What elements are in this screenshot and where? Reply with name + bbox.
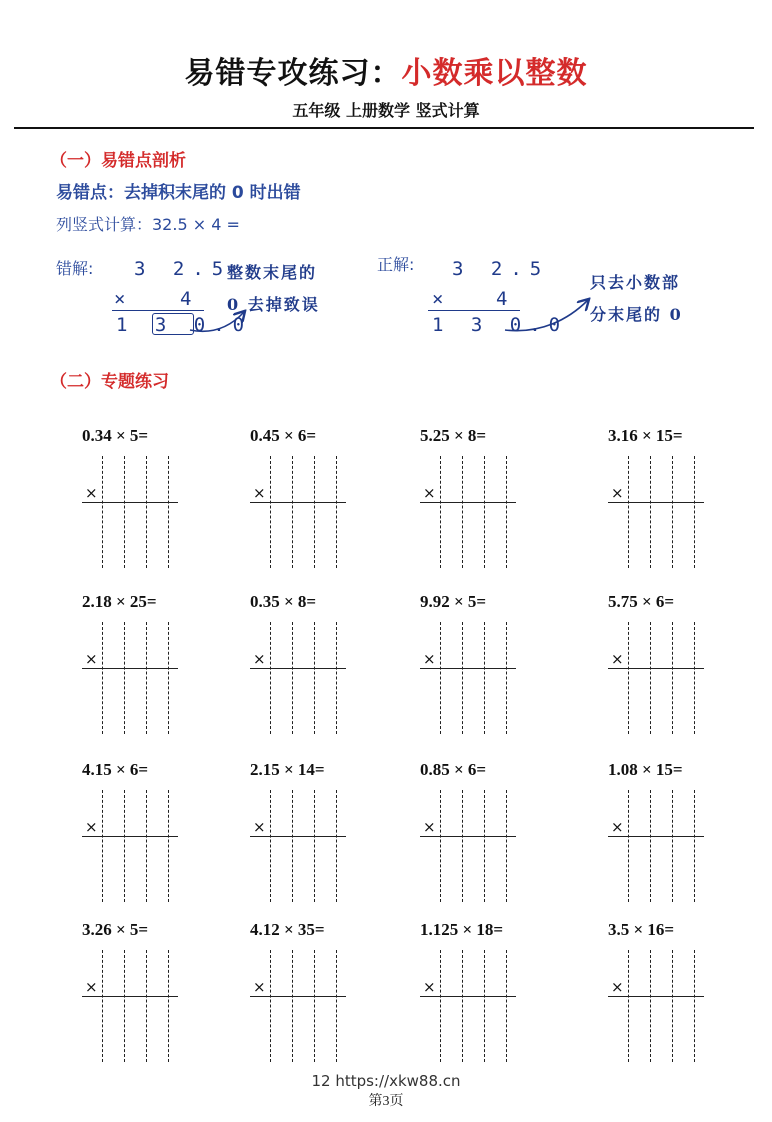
digit-column-guide	[462, 790, 463, 902]
answer-line	[608, 668, 704, 669]
multiply-sign: ×	[611, 650, 624, 668]
digit-column-guide	[506, 790, 507, 902]
digit-column-guide	[484, 790, 485, 902]
digit-column-guide	[628, 456, 629, 568]
problem-label: 4.12 × 35=	[250, 920, 325, 939]
digit-column-guide	[168, 622, 169, 734]
multiply-sign: ×	[423, 484, 436, 502]
instruction: 列竖式计算：32.5 × 4 =	[56, 215, 240, 234]
problem-label: 3.16 × 15=	[608, 426, 683, 445]
digit-column-guide	[440, 950, 441, 1062]
right-result: 1 3 0.0	[432, 314, 569, 336]
digit-column-guide	[672, 790, 673, 902]
digit-column-guide	[270, 622, 271, 734]
answer-line	[82, 996, 178, 997]
digit-column-guide	[484, 456, 485, 568]
right-sign: ×	[432, 288, 452, 310]
digit-column-guide	[292, 950, 293, 1062]
digit-column-guide	[628, 622, 629, 734]
wrong-label: 错解:	[56, 259, 94, 278]
digit-column-guide	[270, 950, 271, 1062]
multiply-sign: ×	[423, 978, 436, 996]
wrong-note2: 0 去掉致误	[227, 295, 320, 314]
multiply-sign: ×	[85, 978, 98, 996]
answer-line	[608, 996, 704, 997]
digit-column-guide	[484, 950, 485, 1062]
section2-heading: （二）专题练习	[50, 372, 169, 392]
digit-column-guide	[168, 456, 169, 568]
answer-line	[608, 836, 704, 837]
digit-column-guide	[440, 790, 441, 902]
digit-column-guide	[124, 622, 125, 734]
answer-line	[250, 836, 346, 837]
multiply-sign: ×	[253, 650, 266, 668]
right-row2: 4	[496, 288, 516, 310]
wrong-sign: ×	[114, 288, 134, 310]
digit-column-guide	[336, 622, 337, 734]
digit-column-guide	[440, 622, 441, 734]
digit-column-guide	[314, 456, 315, 568]
wrong-result: 1 3 0.0	[116, 314, 253, 336]
problem-label: 2.15 × 14=	[250, 760, 325, 779]
title-part1: 易错专攻练习：	[184, 56, 402, 91]
multiply-sign: ×	[423, 650, 436, 668]
digit-column-guide	[440, 456, 441, 568]
digit-column-guide	[462, 456, 463, 568]
problem-label: 5.25 × 8=	[420, 426, 487, 445]
answer-line	[420, 996, 516, 997]
problem-label: 1.125 × 18=	[420, 920, 504, 939]
right-note1: 只去小数部	[590, 273, 681, 292]
digit-column-guide	[146, 456, 147, 568]
digit-column-guide	[462, 622, 463, 734]
digit-column-guide	[146, 790, 147, 902]
digit-column-guide	[146, 950, 147, 1062]
problem-label: 1.08 × 15=	[608, 760, 683, 779]
multiply-sign: ×	[253, 978, 266, 996]
problem-label: 0.34 × 5=	[82, 426, 149, 445]
right-arrow	[505, 300, 588, 331]
digit-column-guide	[628, 950, 629, 1062]
digit-column-guide	[270, 790, 271, 902]
answer-line	[250, 996, 346, 997]
digit-column-guide	[102, 456, 103, 568]
digit-column-guide	[270, 456, 271, 568]
footer-text: 12 https://xkw88.cn	[311, 1072, 461, 1090]
digit-column-guide	[102, 950, 103, 1062]
multiply-sign: ×	[611, 484, 624, 502]
problem-label: 0.35 × 8=	[250, 592, 317, 611]
multiply-sign: ×	[611, 978, 624, 996]
digit-column-guide	[336, 790, 337, 902]
digit-column-guide	[102, 790, 103, 902]
digit-column-guide	[124, 950, 125, 1062]
digit-column-guide	[168, 950, 169, 1062]
digit-column-guide	[314, 790, 315, 902]
right-row1: 3 2.5	[452, 258, 550, 280]
title-part2: 小数乘以整数	[401, 56, 588, 91]
answer-line	[82, 668, 178, 669]
multiply-sign: ×	[253, 818, 266, 836]
answer-line	[250, 668, 346, 669]
problem-label: 9.92 × 5=	[420, 592, 487, 611]
answer-line	[82, 502, 178, 503]
digit-column-guide	[462, 950, 463, 1062]
digit-column-guide	[506, 950, 507, 1062]
digit-column-guide	[672, 456, 673, 568]
page-number: 第3页	[368, 1094, 404, 1109]
multiply-sign: ×	[423, 818, 436, 836]
problem-label: 0.85 × 6=	[420, 760, 487, 779]
answer-line	[82, 836, 178, 837]
answer-line	[608, 502, 704, 503]
multiply-sign: ×	[85, 484, 98, 502]
section1-heading: （一）易错点剖析	[50, 151, 186, 171]
digit-column-guide	[314, 622, 315, 734]
digit-column-guide	[628, 790, 629, 902]
answer-line	[420, 836, 516, 837]
digit-column-guide	[672, 622, 673, 734]
problem-label: 5.75 × 6=	[608, 592, 675, 611]
digit-column-guide	[292, 456, 293, 568]
wrong-arrow	[190, 312, 244, 331]
digit-column-guide	[292, 622, 293, 734]
multiply-sign: ×	[253, 484, 266, 502]
digit-column-guide	[694, 456, 695, 568]
digit-column-guide	[336, 950, 337, 1062]
digit-column-guide	[672, 950, 673, 1062]
digit-column-guide	[694, 790, 695, 902]
right-label: 正解:	[377, 255, 415, 274]
digit-column-guide	[506, 456, 507, 568]
problem-label: 2.18 × 25=	[82, 592, 157, 611]
problem-label: 3.5 × 16=	[608, 920, 675, 939]
multiply-sign: ×	[85, 650, 98, 668]
digit-column-guide	[292, 790, 293, 902]
digit-column-guide	[650, 456, 651, 568]
right-note2: 分末尾的 0	[590, 305, 683, 324]
multiply-sign: ×	[611, 818, 624, 836]
wrong-note1: 整数末尾的	[227, 263, 318, 282]
wrong-row2: 4	[180, 288, 200, 310]
digit-column-guide	[650, 790, 651, 902]
digit-column-guide	[102, 622, 103, 734]
problem-label: 0.45 × 6=	[250, 426, 317, 445]
digit-column-guide	[124, 456, 125, 568]
digit-column-guide	[506, 622, 507, 734]
digit-column-guide	[650, 622, 651, 734]
digit-column-guide	[694, 622, 695, 734]
digit-column-guide	[336, 456, 337, 568]
annotation-arrows	[0, 0, 772, 400]
answer-line	[420, 668, 516, 669]
wrong-row1: 3 2.5	[134, 258, 232, 280]
digit-column-guide	[650, 950, 651, 1062]
error-point: 易错点：去掉积末尾的 0 时出错	[56, 183, 301, 203]
digit-column-guide	[694, 950, 695, 1062]
digit-column-guide	[484, 622, 485, 734]
page-subtitle: 五年级 上册数学 竖式计算	[292, 101, 480, 120]
digit-column-guide	[168, 790, 169, 902]
problem-label: 4.15 × 6=	[82, 760, 149, 779]
digit-column-guide	[146, 622, 147, 734]
multiply-sign: ×	[85, 818, 98, 836]
answer-line	[250, 502, 346, 503]
answer-line	[420, 502, 516, 503]
digit-column-guide	[124, 790, 125, 902]
digit-column-guide	[314, 950, 315, 1062]
problem-label: 3.26 × 5=	[82, 920, 149, 939]
